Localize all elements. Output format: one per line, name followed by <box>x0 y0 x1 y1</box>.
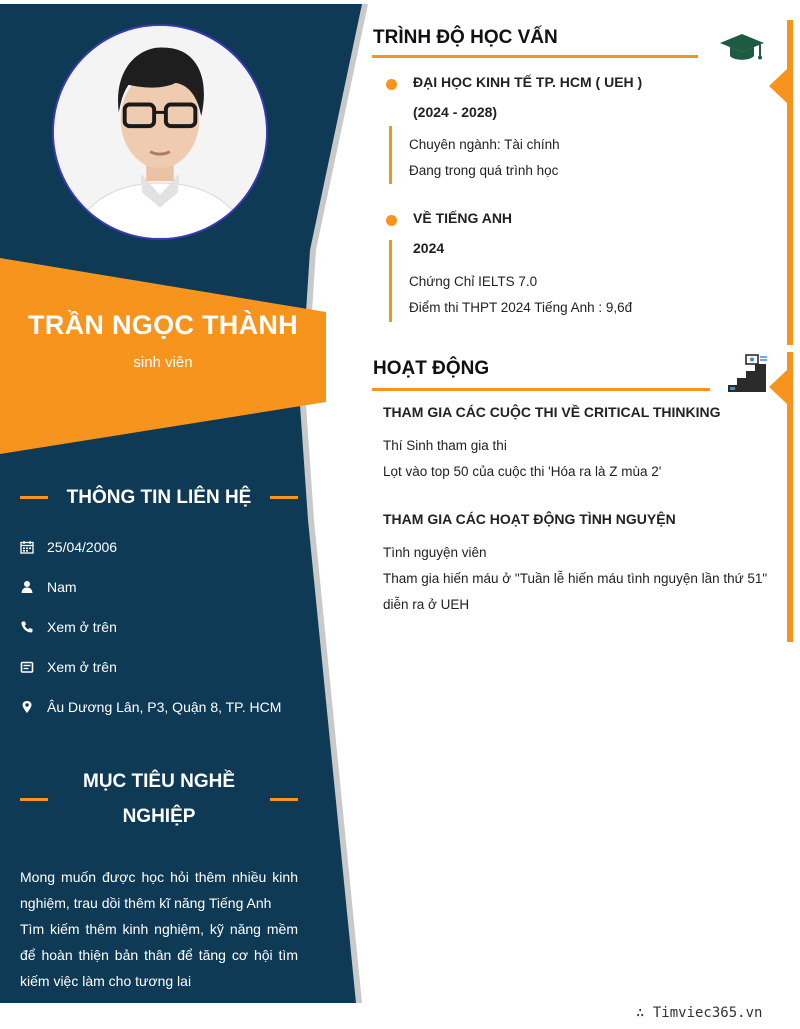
watermark: ∴ Timviec365.vn <box>636 1005 763 1021</box>
contact-item-birthday <box>20 527 310 567</box>
activities-underline <box>372 388 710 391</box>
activity-detail: Lọt vào top 50 của cuộc thi 'Hóa ra là Z mùa 2' <box>383 464 662 479</box>
activities-title: HOẠT ĐỘNG <box>373 358 490 379</box>
career-goal-text <box>20 864 298 994</box>
education-detail: Đang trong quá trình học <box>409 163 559 178</box>
contact-text: Xem ở trên <box>47 619 117 635</box>
career-goal-heading-line1: MỤC TIÊU NGHỀ <box>83 771 235 792</box>
activity-title: THAM GIA CÁC CUỘC THI VỀ CRITICAL THINKING <box>383 404 721 420</box>
heading-bar-left <box>20 798 48 801</box>
career-goal-heading-line2: NGHIỆP <box>122 806 196 827</box>
education-underline <box>372 55 698 58</box>
contact-item-gender <box>20 567 310 607</box>
email-icon <box>20 660 34 674</box>
education-detail: Điểm thi THPT 2024 Tiếng Anh : 9,6đ <box>409 300 633 315</box>
contact-text: 25/04/2006 <box>47 539 118 555</box>
calendar-icon <box>20 540 34 554</box>
heading-bar-left <box>20 496 48 499</box>
timeline-dot <box>386 79 397 90</box>
education-detail: Chứng Chỉ IELTS 7.0 <box>409 274 538 289</box>
edge-accent-bar <box>787 20 793 345</box>
contact-text: Âu Dương Lân, P3, Quận 8, TP. HCM <box>47 699 282 715</box>
timeline-bar <box>389 126 392 184</box>
activity-item <box>383 404 773 485</box>
contact-item-email <box>20 647 310 687</box>
location-pin-icon <box>20 700 34 714</box>
contact-heading <box>20 480 298 514</box>
contact-list <box>20 527 310 727</box>
activity-detail: Thí Sinh tham gia thi <box>383 438 507 453</box>
career-goal-heading-text <box>69 764 249 834</box>
education-school: ĐẠI HỌC KINH TẾ TP. HCM ( UEH ) <box>413 74 643 90</box>
edge-accent-arrow <box>769 69 787 103</box>
candidate-role: sinh viên <box>133 354 193 371</box>
activity-detail: Tình nguyện viên <box>383 545 487 560</box>
heading-bar-right <box>270 496 298 499</box>
education-years: (2024 - 2028) <box>413 104 498 120</box>
phone-icon <box>20 620 34 634</box>
stairs-icon <box>726 354 768 394</box>
contact-heading-text: THÔNG TIN LIÊN HỆ <box>66 486 252 508</box>
contact-item-phone <box>20 607 310 647</box>
career-goal-line: Tìm kiếm thêm kinh nghiệm, kỹ năng mềm để hoàn thiện bản thân để tăng cơ hội tìm kiếm việc làm cho tương lai <box>20 921 298 989</box>
activity-title: THAM GIA CÁC HOẠT ĐỘNG TÌNH NGUYỆN <box>383 511 676 527</box>
activity-item <box>383 511 773 618</box>
contact-item-address <box>20 687 310 727</box>
avatar <box>52 24 268 240</box>
activity-detail: Tham gia hiến máu ở "Tuần lễ hiến máu tình nguyện lần thứ 51" diễn ra ở UEH <box>383 571 768 612</box>
education-school: VỀ TIẾNG ANH <box>413 210 513 226</box>
portrait-illustration <box>54 26 266 238</box>
education-title: TRÌNH ĐỘ HỌC VẤN <box>373 27 558 48</box>
contact-text: Xem ở trên <box>47 659 117 675</box>
timeline-dot <box>386 215 397 226</box>
contact-text: Nam <box>47 579 77 595</box>
person-icon <box>20 580 34 594</box>
education-years: 2024 <box>413 240 445 256</box>
graduation-cap-icon <box>718 30 766 66</box>
timeline-bar <box>389 240 392 322</box>
career-goal-heading <box>20 763 298 835</box>
candidate-name: TRẦN NGỌC THÀNH <box>28 310 298 340</box>
heading-bar-right <box>270 798 298 801</box>
edge-accent-arrow <box>769 370 787 404</box>
career-goal-line: Mong muốn được học hỏi thêm nhiều kinh nghiệm, trau dồi thêm kĩ năng Tiếng Anh <box>20 869 298 911</box>
edge-accent-bar <box>787 352 793 642</box>
education-detail: Chuyên ngành: Tài chính <box>409 137 560 152</box>
